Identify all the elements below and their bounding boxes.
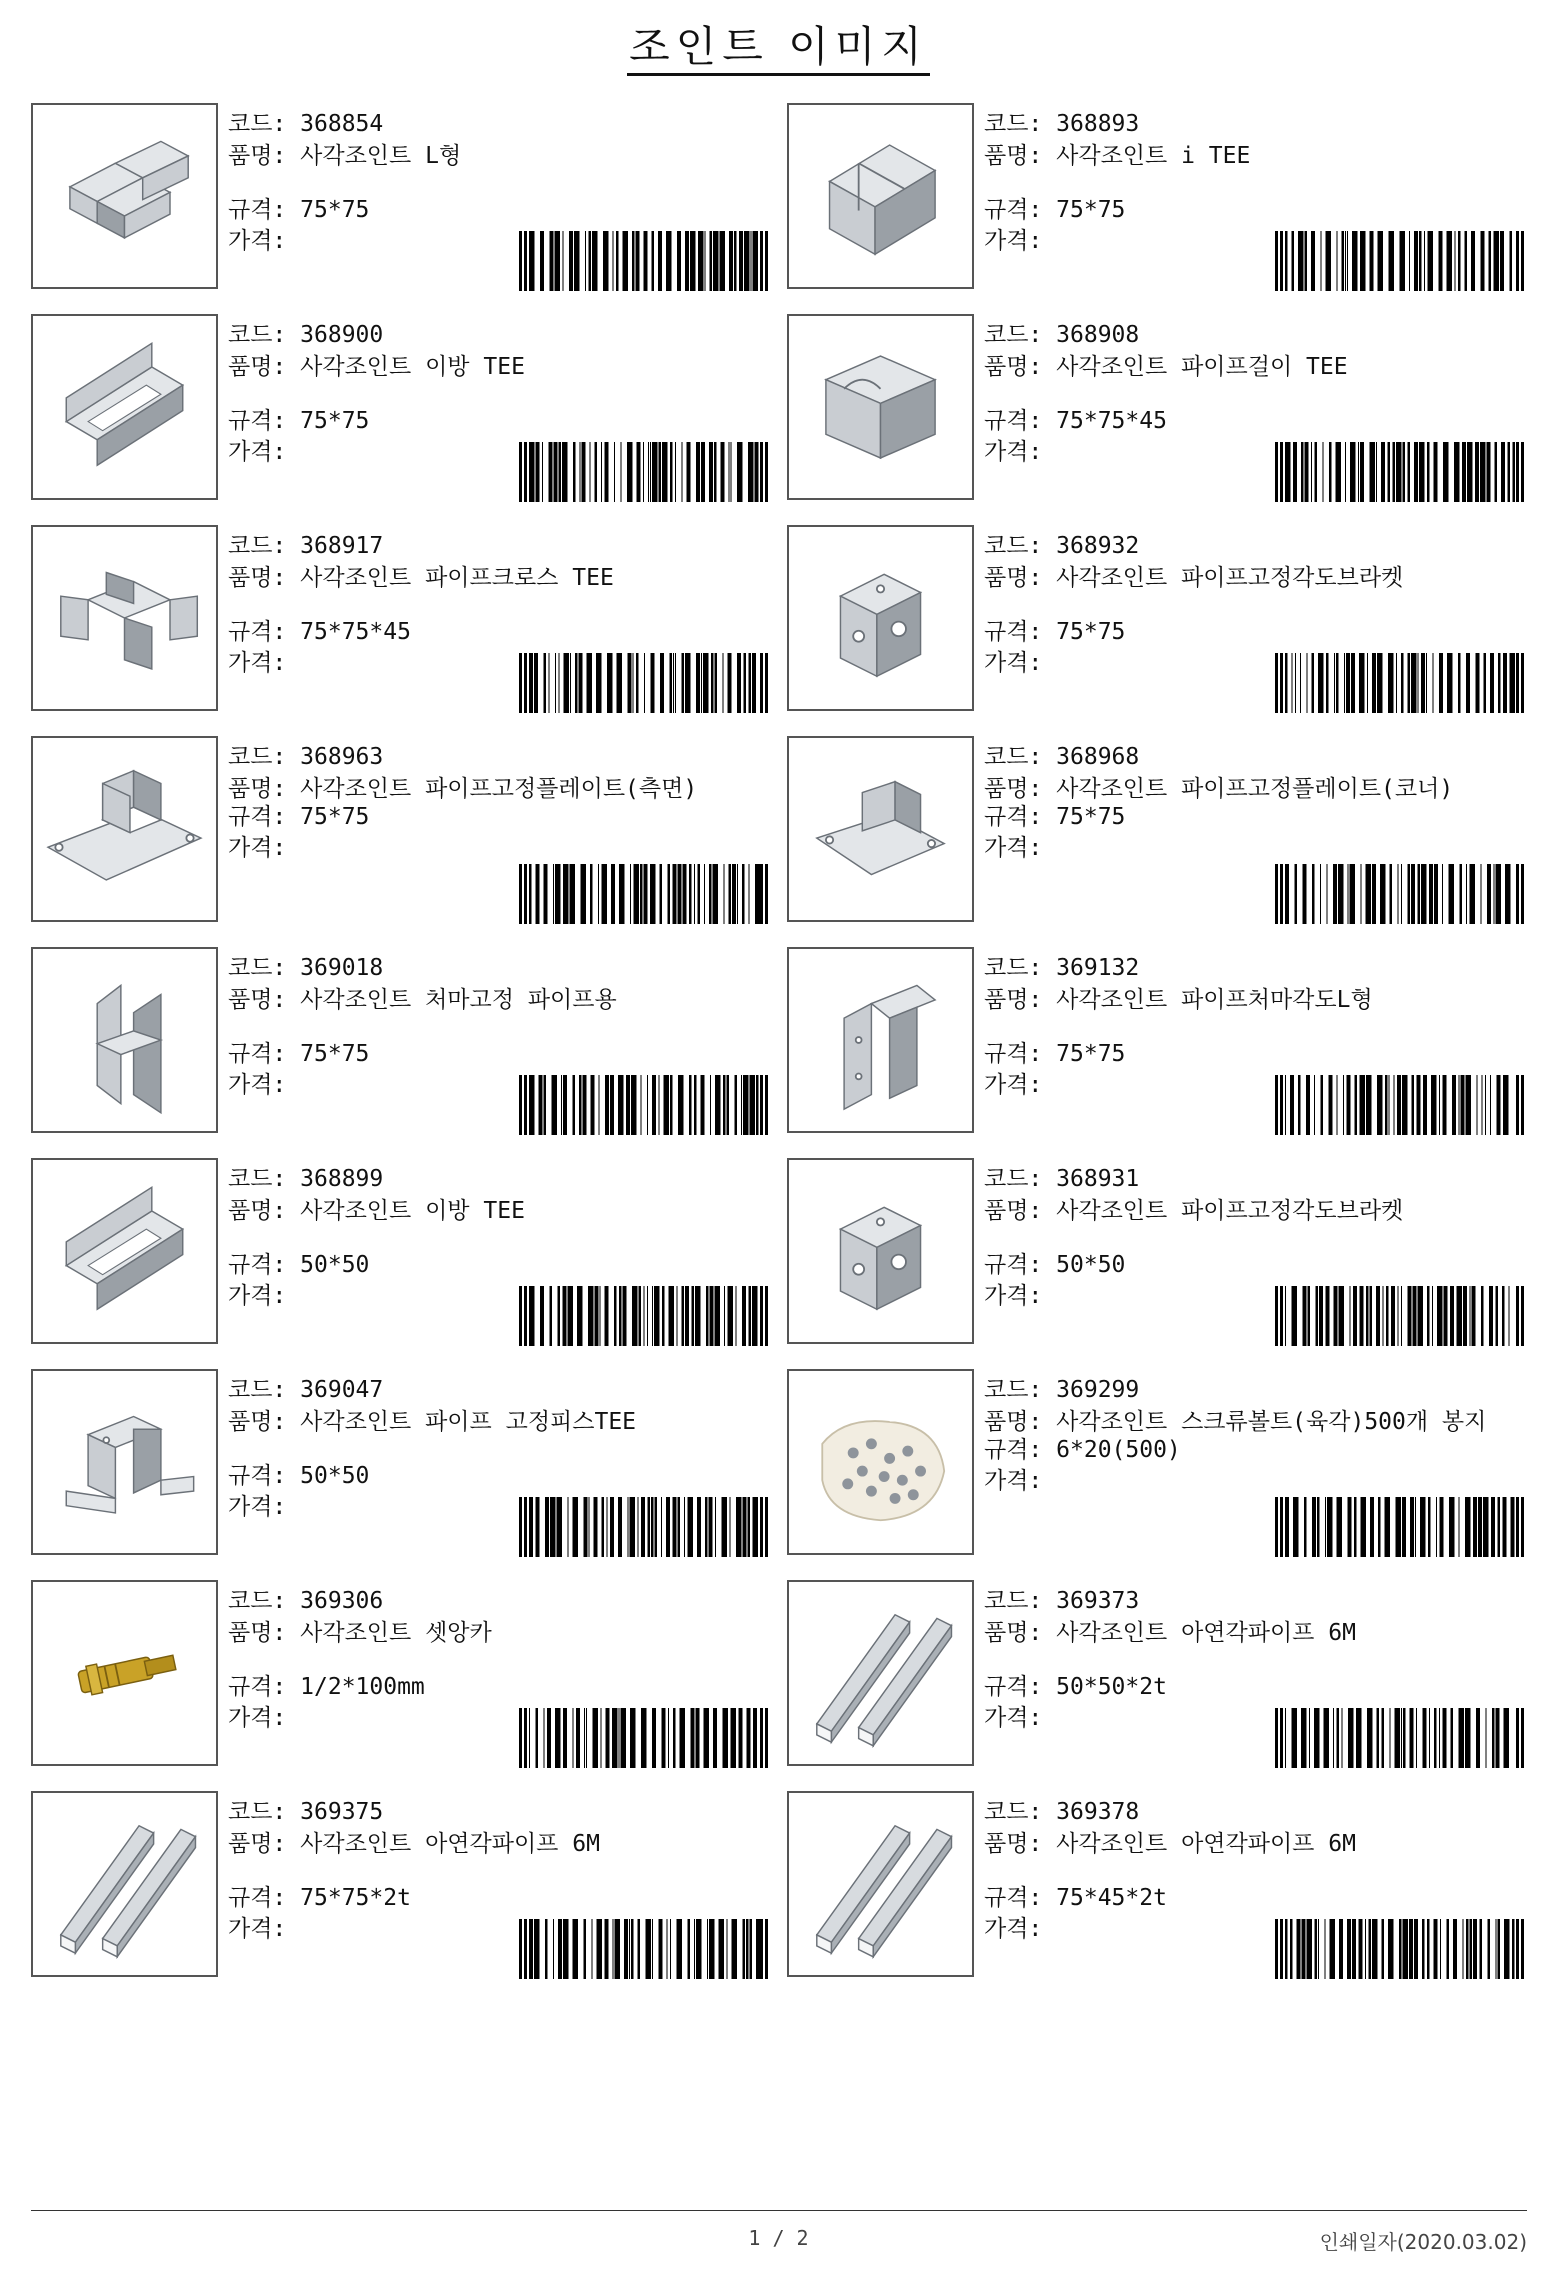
barcode [519, 864, 769, 924]
spec-row [984, 1672, 1524, 1703]
name-row [984, 773, 1514, 802]
code-row [984, 1586, 1524, 1617]
spec-label: 규격: [228, 408, 287, 434]
code-row [228, 1164, 768, 1195]
spec-label: 규격: [228, 197, 287, 223]
spec-row [984, 195, 1524, 226]
barcode [519, 1708, 769, 1768]
name-label: 품명: [228, 1831, 287, 1857]
spec-label: 규격: [984, 619, 1043, 645]
product-image [31, 1791, 218, 1977]
spec-value: 75*75 [1056, 619, 1126, 645]
code-row [984, 1797, 1524, 1828]
code-row [984, 109, 1524, 140]
code-label: 코드: [228, 533, 287, 559]
code-value: 369047 [300, 1377, 384, 1403]
price-label: 가격: [228, 1916, 287, 1942]
code-label: 코드: [228, 1799, 287, 1825]
spec-row [984, 1883, 1524, 1914]
product-card [31, 947, 771, 1137]
spec-value: 75*75*45 [300, 619, 411, 645]
price-label: 가격: [984, 228, 1043, 254]
barcode [1275, 442, 1525, 502]
spec-label: 규격: [228, 1252, 287, 1278]
name-value: 사각조인트 파이프크로스 TEE [300, 565, 614, 591]
code-row [984, 742, 1524, 773]
spec-label: 규격: [228, 1674, 287, 1700]
price-label: 가격: [228, 1494, 287, 1520]
spec-label: 규격: [228, 804, 287, 830]
product-image [787, 1580, 974, 1766]
product-card [31, 736, 771, 926]
price-label: 가격: [984, 1916, 1043, 1942]
price-label: 가격: [984, 1468, 1043, 1494]
code-label: 코드: [984, 1588, 1043, 1614]
name-label: 품명: [984, 354, 1043, 380]
product-card [31, 1369, 771, 1559]
spec-value: 75*75 [300, 804, 370, 830]
name-label: 품명: [228, 987, 287, 1013]
code-row [228, 109, 768, 140]
product-image [31, 1580, 218, 1766]
name-row [984, 1828, 1514, 1857]
spec-value: 6*20(500) [1056, 1437, 1181, 1463]
fixing-plate-corner-icon [789, 738, 972, 920]
spec-value: 75*75*45 [1056, 408, 1167, 434]
name-value: 사각조인트 처마고정 파이프용 [300, 987, 617, 1013]
product-card [31, 1580, 771, 1770]
name-value: 사각조인트 i TEE [1056, 143, 1251, 169]
code-row [228, 1586, 768, 1617]
name-label: 품명: [228, 1409, 287, 1435]
name-row [984, 1617, 1514, 1646]
price-row [228, 833, 768, 864]
barcode [1275, 1919, 1525, 1979]
price-label: 가격: [984, 1072, 1043, 1098]
spec-row [228, 1250, 768, 1281]
name-row [984, 984, 1514, 1013]
product-card [787, 103, 1527, 293]
product-image [787, 1369, 974, 1555]
spec-row [228, 1672, 768, 1703]
barcode [519, 1919, 769, 1979]
code-label: 코드: [984, 111, 1043, 137]
code-value: 369306 [300, 1588, 384, 1614]
spec-row [228, 802, 768, 833]
name-label: 품명: [228, 776, 287, 802]
spec-label: 규격: [228, 1463, 287, 1489]
spec-value: 50*50*2t [1056, 1674, 1167, 1700]
product-card [31, 103, 771, 293]
code-label: 코드: [228, 111, 287, 137]
product-image [31, 314, 218, 500]
code-value: 368900 [300, 322, 384, 348]
name-label: 품명: [984, 565, 1043, 591]
page-number: 1 / 2 [748, 2226, 809, 2250]
name-row [984, 1195, 1514, 1224]
name-row [228, 1617, 758, 1646]
barcode [1275, 1286, 1525, 1346]
spec-value: 75*75 [1056, 1041, 1126, 1067]
product-image [31, 947, 218, 1133]
product-card [787, 947, 1527, 1137]
i-tee-joint-icon [789, 105, 972, 287]
code-label: 코드: [228, 1166, 287, 1192]
fixing-plate-side-icon [33, 738, 216, 920]
spec-value: 75*45*2t [1056, 1885, 1167, 1911]
fixing-piece-tee-icon [33, 1371, 216, 1553]
code-value: 369018 [300, 955, 384, 981]
spec-row [228, 195, 768, 226]
name-row [228, 351, 758, 380]
pipe-cross-tee-icon [33, 527, 216, 709]
code-row [228, 742, 768, 773]
name-label: 품명: [984, 1198, 1043, 1224]
code-value: 369375 [300, 1799, 384, 1825]
barcode [519, 231, 769, 291]
product-card [787, 1369, 1527, 1559]
name-row [228, 984, 758, 1013]
spec-label: 규격: [984, 1437, 1043, 1463]
name-label: 품명: [228, 354, 287, 380]
code-value: 368931 [1056, 1166, 1140, 1192]
code-label: 코드: [984, 744, 1043, 770]
code-row [984, 531, 1524, 562]
spec-label: 규격: [984, 1674, 1043, 1700]
code-label: 코드: [228, 744, 287, 770]
code-row [228, 1375, 768, 1406]
spec-row [228, 1039, 768, 1070]
square-pipe-icon [789, 1582, 972, 1764]
name-value: 사각조인트 파이프처마각도L형 [1056, 987, 1373, 1013]
name-value: 사각조인트 아연각파이프 6M [300, 1831, 600, 1857]
code-row [984, 1164, 1524, 1195]
price-label: 가격: [984, 650, 1043, 676]
product-card [787, 736, 1527, 926]
product-card [787, 1158, 1527, 1348]
name-row [228, 1828, 758, 1857]
price-label: 가격: [228, 1072, 287, 1098]
spec-label: 규격: [984, 1041, 1043, 1067]
spec-label: 규격: [228, 1885, 287, 1911]
spec-label: 규격: [984, 408, 1043, 434]
page-title: 조인트 이미지 [0, 14, 1557, 74]
price-label: 가격: [228, 1705, 287, 1731]
name-row [228, 140, 758, 169]
product-image [787, 736, 974, 922]
barcode [519, 1075, 769, 1135]
barcode [1275, 864, 1525, 924]
price-label: 가격: [228, 1283, 287, 1309]
spec-value: 50*50 [1056, 1252, 1126, 1278]
eave-fixing-icon [33, 949, 216, 1131]
product-card [787, 1580, 1527, 1770]
footer-divider [31, 2210, 1527, 2211]
code-value: 369373 [1056, 1588, 1140, 1614]
product-image [31, 525, 218, 711]
name-row [228, 1195, 758, 1224]
barcode [519, 442, 769, 502]
spec-value: 1/2*100mm [300, 1674, 425, 1700]
spec-value: 75*75 [1056, 804, 1126, 830]
code-label: 코드: [228, 1588, 287, 1614]
product-card [31, 1791, 771, 1981]
pipe-hanger-tee-icon [789, 316, 972, 498]
code-value: 368932 [1056, 533, 1140, 559]
spec-label: 규격: [984, 1885, 1043, 1911]
spec-value: 75*75 [300, 408, 370, 434]
spec-row [228, 1461, 768, 1492]
product-fields [984, 742, 1524, 864]
name-value: 사각조인트 파이프 고정피스TEE [300, 1409, 637, 1435]
name-value: 사각조인트 이방 TEE [300, 354, 525, 380]
square-pipe-icon [33, 1793, 216, 1975]
two-way-tee-icon [33, 1160, 216, 1342]
product-image [787, 1158, 974, 1344]
spec-value: 75*75 [1056, 197, 1126, 223]
spec-value: 50*50 [300, 1252, 370, 1278]
name-label: 품명: [984, 1409, 1043, 1435]
product-card [787, 314, 1527, 504]
product-card [31, 1158, 771, 1348]
spec-value: 50*50 [300, 1463, 370, 1489]
l-joint-icon [33, 105, 216, 287]
price-label: 가격: [984, 1283, 1043, 1309]
name-value: 사각조인트 파이프고정각도브라켓 [1056, 565, 1404, 591]
barcode [1275, 653, 1525, 713]
product-image [31, 736, 218, 922]
name-value: 사각조인트 아연각파이프 6M [1056, 1620, 1356, 1646]
spec-label: 규격: [984, 804, 1043, 830]
code-row [228, 320, 768, 351]
code-label: 코드: [228, 955, 287, 981]
spec-row [228, 617, 768, 648]
name-row [984, 140, 1514, 169]
spec-value: 75*75 [300, 1041, 370, 1067]
product-image [31, 103, 218, 289]
code-label: 코드: [984, 322, 1043, 348]
name-label: 품명: [228, 143, 287, 169]
price-label: 가격: [984, 1705, 1043, 1731]
name-value: 사각조인트 아연각파이프 6M [1056, 1831, 1356, 1857]
price-label: 가격: [984, 835, 1043, 861]
name-row [228, 773, 758, 802]
spec-value: 75*75*2t [300, 1885, 411, 1911]
name-value: 사각조인트 셋앙카 [300, 1620, 492, 1646]
eave-angle-l-icon [789, 949, 972, 1131]
code-label: 코드: [984, 1377, 1043, 1403]
code-row [984, 1375, 1524, 1406]
product-card [787, 525, 1527, 715]
code-value: 369378 [1056, 1799, 1140, 1825]
square-pipe-icon [789, 1793, 972, 1975]
product-image [787, 947, 974, 1133]
name-label: 품명: [984, 776, 1043, 802]
code-value: 368893 [1056, 111, 1140, 137]
spec-row [984, 1250, 1524, 1281]
name-value: 사각조인트 L형 [300, 143, 462, 169]
name-row [984, 562, 1514, 591]
price-label: 가격: [228, 228, 287, 254]
two-way-tee-icon [33, 316, 216, 498]
name-label: 품명: [228, 1198, 287, 1224]
price-row [984, 1466, 1524, 1497]
price-label: 가격: [228, 650, 287, 676]
spec-row [984, 617, 1524, 648]
barcode [519, 653, 769, 713]
code-label: 코드: [984, 1799, 1043, 1825]
code-value: 369132 [1056, 955, 1140, 981]
name-label: 품명: [984, 987, 1043, 1013]
name-row [228, 1406, 758, 1435]
code-value: 368968 [1056, 744, 1140, 770]
product-fields [984, 1375, 1524, 1497]
spec-label: 규격: [984, 1252, 1043, 1278]
set-anchor-icon [33, 1582, 216, 1764]
spec-row [984, 406, 1524, 437]
name-value: 사각조인트 파이프고정플레이트(측면) [300, 776, 698, 802]
angle-bracket-icon [789, 527, 972, 709]
name-label: 품명: [984, 1620, 1043, 1646]
code-row [228, 953, 768, 984]
code-value: 368854 [300, 111, 384, 137]
product-image [31, 1158, 218, 1344]
name-value: 사각조인트 스크류볼트(육각)500개 봉지 [1056, 1409, 1487, 1435]
barcode [519, 1497, 769, 1557]
product-card [787, 1791, 1527, 1981]
barcode [1275, 1497, 1525, 1557]
spec-row [984, 1435, 1524, 1466]
spec-label: 규격: [228, 1041, 287, 1067]
product-image [787, 1791, 974, 1977]
spec-row [228, 406, 768, 437]
code-value: 368963 [300, 744, 384, 770]
code-label: 코드: [984, 533, 1043, 559]
barcode [519, 1286, 769, 1346]
spec-label: 규격: [228, 619, 287, 645]
spec-row [984, 802, 1524, 833]
price-label: 가격: [228, 439, 287, 465]
code-label: 코드: [984, 955, 1043, 981]
product-image [787, 103, 974, 289]
code-label: 코드: [228, 322, 287, 348]
name-row [984, 1406, 1514, 1435]
barcode [1275, 231, 1525, 291]
price-label: 가격: [984, 439, 1043, 465]
product-card [31, 314, 771, 504]
code-row [228, 1797, 768, 1828]
name-value: 사각조인트 파이프걸이 TEE [1056, 354, 1348, 380]
code-label: 코드: [984, 1166, 1043, 1192]
code-row [984, 320, 1524, 351]
spec-label: 규격: [984, 197, 1043, 223]
code-value: 368899 [300, 1166, 384, 1192]
code-value: 369299 [1056, 1377, 1140, 1403]
product-fields [228, 742, 768, 864]
name-value: 사각조인트 파이프고정각도브라켓 [1056, 1198, 1404, 1224]
code-value: 368917 [300, 533, 384, 559]
product-image [787, 525, 974, 711]
name-row [984, 351, 1514, 380]
code-row [228, 531, 768, 562]
price-row [984, 833, 1524, 864]
price-label: 가격: [228, 835, 287, 861]
name-value: 사각조인트 이방 TEE [300, 1198, 525, 1224]
screw-bag-icon [789, 1371, 972, 1553]
angle-bracket-icon [789, 1160, 972, 1342]
name-label: 품명: [228, 565, 287, 591]
spec-row [984, 1039, 1524, 1070]
spec-row [228, 1883, 768, 1914]
product-image [787, 314, 974, 500]
code-value: 368908 [1056, 322, 1140, 348]
name-label: 품명: [228, 1620, 287, 1646]
product-image [31, 1369, 218, 1555]
product-card [31, 525, 771, 715]
print-date: 인쇄일자(2020.03.02) [1319, 2230, 1527, 2254]
name-label: 품명: [984, 143, 1043, 169]
barcode [1275, 1075, 1525, 1135]
code-label: 코드: [228, 1377, 287, 1403]
code-row [984, 953, 1524, 984]
barcode [1275, 1708, 1525, 1768]
name-value: 사각조인트 파이프고정플레이트(코너) [1056, 776, 1454, 802]
spec-value: 75*75 [300, 197, 370, 223]
name-row [228, 562, 758, 591]
name-label: 품명: [984, 1831, 1043, 1857]
